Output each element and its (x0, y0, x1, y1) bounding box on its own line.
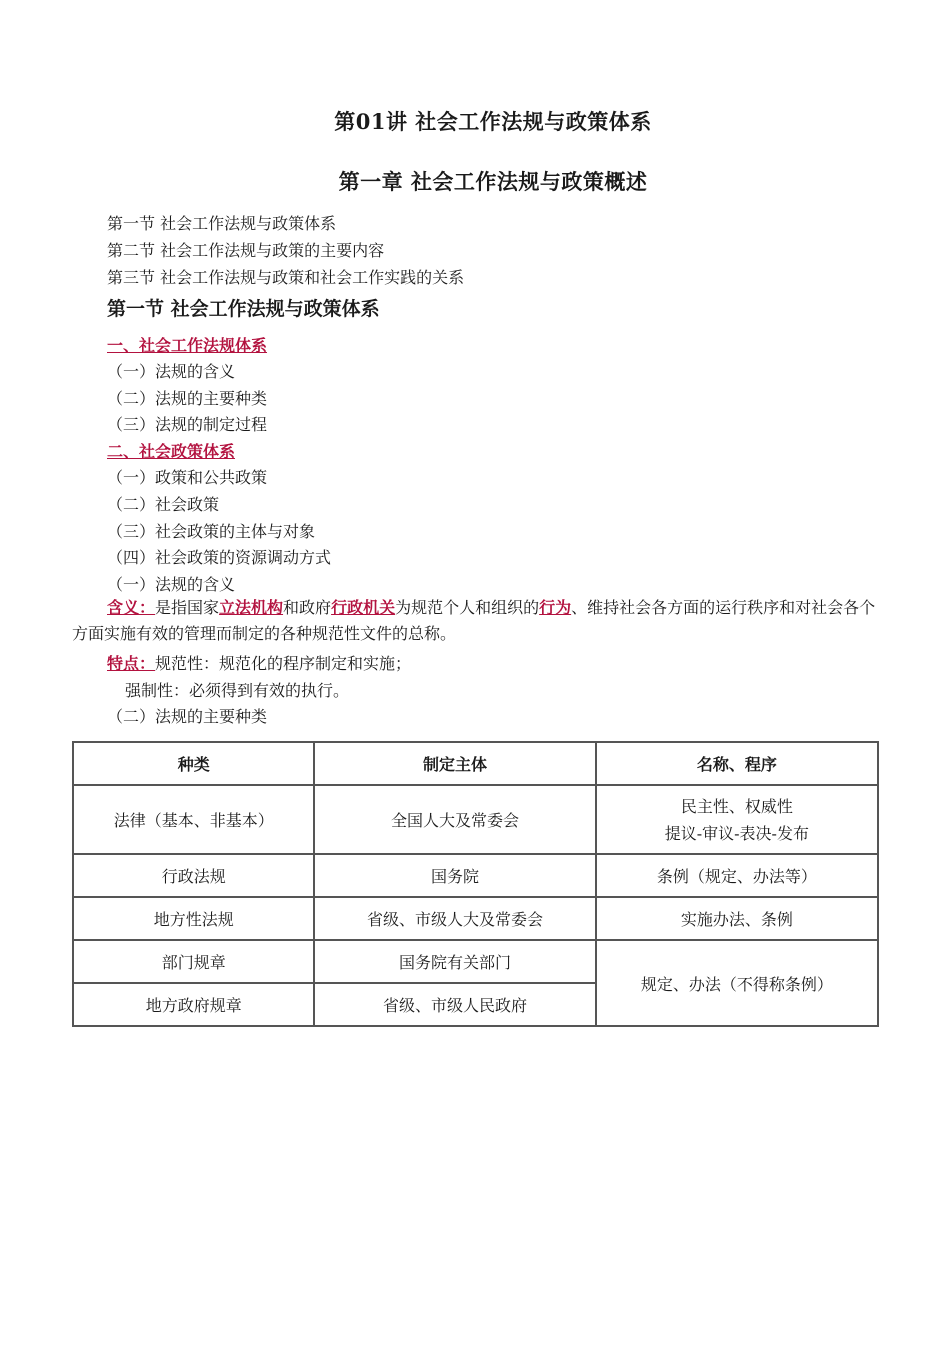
part1-item-1: （一）法规的含义 (107, 362, 236, 381)
cell-type: 地方性法规 (73, 897, 314, 940)
cell-name-merged: 规定、办法（不得称条例） (596, 940, 878, 1026)
definition-label: 含义： (107, 598, 156, 617)
table-row (73, 940, 878, 983)
lecture-title: 第01讲 社会工作法规与政策体系 (334, 109, 652, 134)
part1-item-3: （三）法规的制定过程 (107, 415, 268, 434)
cell-type: 法律（基本、非基本） (73, 785, 314, 854)
chapter-title: 第一章 社会工作法规与政策概述 (338, 169, 648, 194)
table-row (73, 785, 878, 854)
definition-text-2: 和政府 (283, 598, 332, 617)
definition-paragraph (72, 595, 878, 647)
keyword-admin-organ: 行政机关 (331, 598, 396, 617)
cell-name (596, 785, 878, 854)
part2-item-4: （四）社会政策的资源调动方式 (107, 548, 332, 567)
cell-type: 部门规章 (73, 940, 314, 983)
features-label: 特点： (107, 654, 156, 673)
cell-name: 实施办法、条例 (596, 897, 878, 940)
toc-item-3: 第三节 社会工作法规与政策和社会工作实践的关系 (107, 268, 465, 287)
table-header-row (73, 742, 878, 785)
part1-item-2: （二）法规的主要种类 (107, 389, 268, 408)
cell-name-line-1: 民主性、权威性 (680, 796, 793, 816)
part1-heading: 一、社会工作法规体系 (107, 336, 268, 355)
cell-body: 国务院有关部门 (314, 940, 595, 983)
header-name: 名称、程序 (596, 742, 878, 785)
cell-body: 省级、市级人民政府 (314, 983, 595, 1026)
keyword-behavior: 行为 (539, 598, 572, 617)
cell-type: 地方政府规章 (73, 983, 314, 1026)
section-title: 第一节 社会工作法规与政策体系 (107, 298, 380, 320)
toc-item-2: 第二节 社会工作法规与政策的主要内容 (107, 241, 385, 260)
definition-text-4: 、维持社会各方面的运行秩序和对社会各个方面实施有效的管理而制定的各种规范性文件的总称。 (72, 598, 876, 643)
definition-text-3: 为规范个人和组织的 (395, 598, 540, 617)
cell-body: 全国人大及常委会 (314, 785, 595, 854)
cell-body: 国务院 (314, 854, 595, 897)
table-row (73, 854, 878, 897)
header-type: 种类 (73, 742, 314, 785)
cell-type: 行政法规 (73, 854, 314, 897)
sub2-heading: （二）法规的主要种类 (107, 707, 268, 726)
cell-body: 省级、市级人大及常委会 (314, 897, 595, 940)
cell-name: 条例（规定、办法等） (596, 854, 878, 897)
features-text-1: 规范性：规范化的程序制定和实施； (155, 654, 412, 673)
part2-item-3: （三）社会政策的主体与对象 (107, 522, 316, 541)
cell-name-line-2: 提议-审议-表决-发布 (664, 823, 809, 843)
part2-heading: 二、社会政策体系 (107, 442, 236, 461)
toc-item-1: 第一节 社会工作法规与政策体系 (107, 214, 337, 233)
definition-text-1: 是指国家 (155, 598, 220, 617)
keyword-legislature: 立法机构 (219, 598, 284, 617)
features-line-1 (107, 651, 411, 674)
regulation-types-table (72, 741, 879, 1027)
header-body: 制定主体 (314, 742, 595, 785)
features-line-2: 强制性：必须得到有效的执行。 (125, 681, 350, 700)
part2-item-1: （一）政策和公共政策 (107, 468, 268, 487)
table-row (73, 897, 878, 940)
part2-item-2: （二）社会政策 (107, 495, 220, 514)
sub1-heading: （一）法规的含义 (107, 575, 236, 594)
